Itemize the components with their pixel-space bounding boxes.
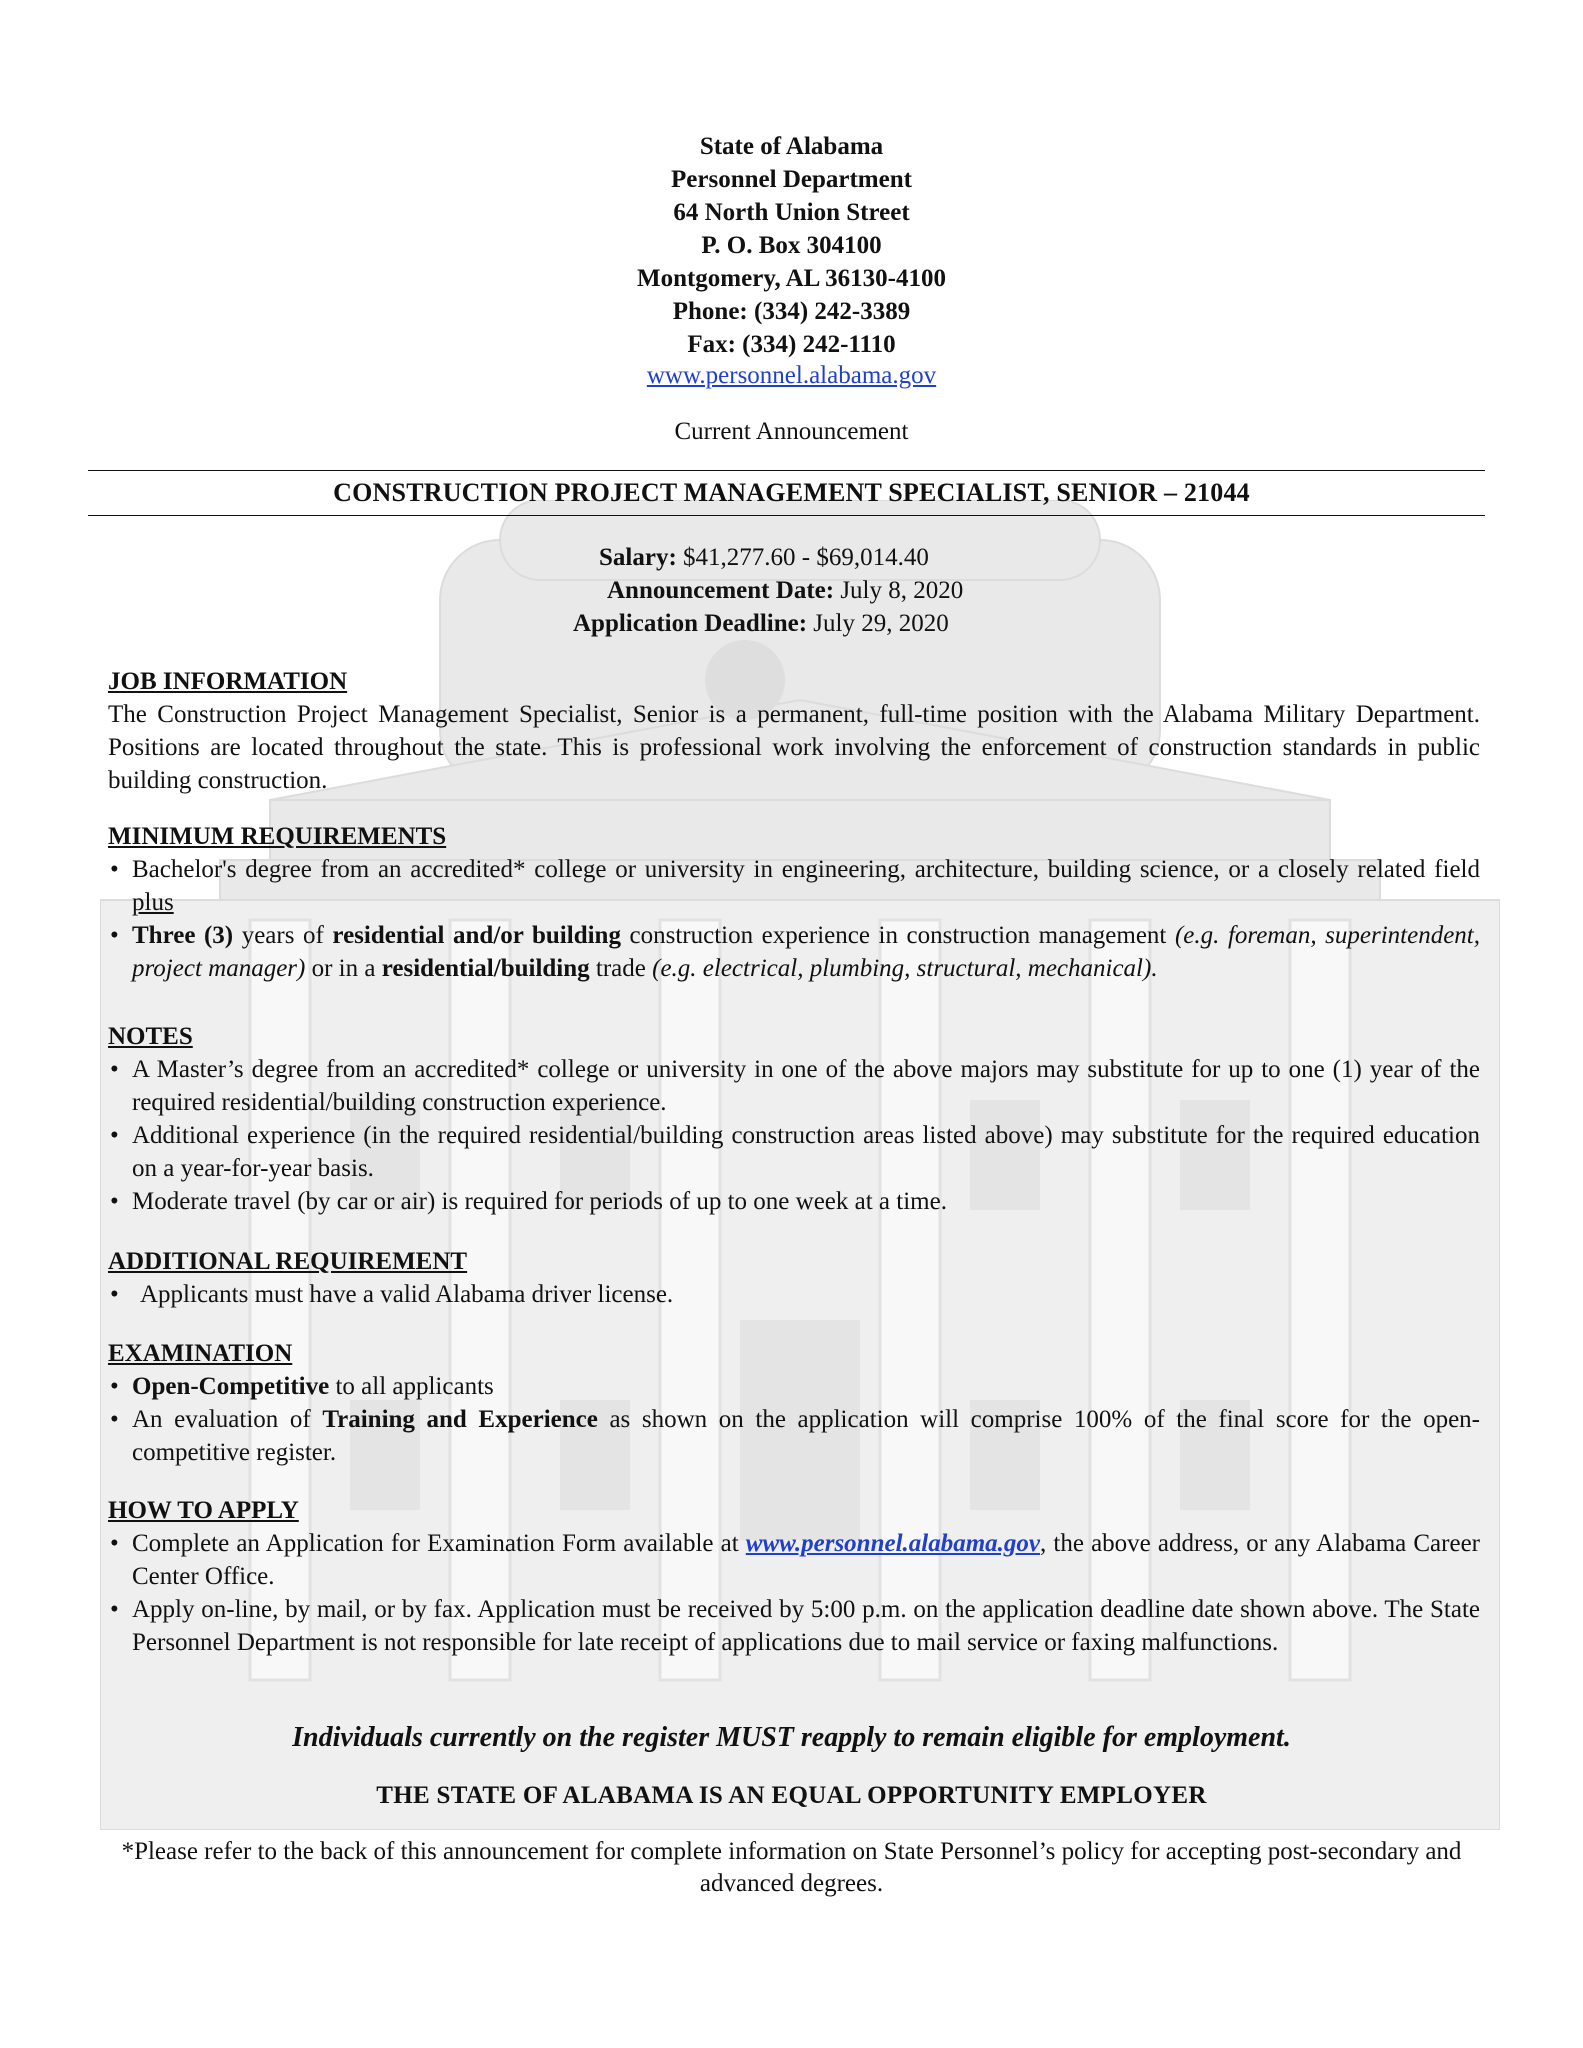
plus-emphasis: plus [132, 889, 174, 916]
additional-requirement-section [108, 1245, 1480, 1311]
list-item: • An evaluation of Training and Experience as shown on the application will comprise 100% of the final score for the open-competitive register. [108, 1403, 1480, 1469]
salary-label: Salary: [599, 544, 677, 571]
deadline-value: July 29, 2020 [813, 610, 949, 637]
announcement-date-value: July 8, 2020 [840, 577, 964, 604]
how-to-apply-section [108, 1494, 1480, 1659]
notes-list [108, 1053, 1480, 1218]
deadline-label: Application Deadline: [573, 610, 808, 637]
deadline-line [573, 607, 949, 640]
department-name: Personnel Department [671, 166, 912, 193]
section-heading: NOTES [108, 1023, 193, 1050]
title-rule-bottom [88, 515, 1485, 516]
po-box: P. O. Box 304100 [701, 232, 882, 259]
current-announcement-label: Current Announcement [674, 418, 909, 445]
section-heading: HOW TO APPLY [108, 1497, 299, 1524]
agency-name: State of Alabama [699, 133, 884, 160]
list-item: • Moderate travel (by car or air) is required for periods of up to one week at a time. [108, 1185, 1480, 1218]
reapply-notice: Individuals currently on the register MUST reapply to remain eligible for employment. [292, 1722, 1291, 1753]
website-link[interactable]: www.personnel.alabama.gov [646, 362, 937, 389]
salary-line [599, 541, 929, 574]
list-item: • Additional experience (in the required residential/building construction areas listed above) may substitute for the required education on a year-for-year basis. [108, 1119, 1480, 1185]
footnote: *Please refer to the back of this announcement for complete information on State Personnel’s policy for accepting post-secondary and advanced degrees. [121, 1838, 1462, 1897]
application-form-link[interactable]: www.personnel.alabama.gov [745, 1530, 1041, 1557]
job-title: CONSTRUCTION PROJECT MANAGEMENT SPECIALIST, SENIOR – 21044 [333, 478, 1250, 507]
announcement-date-line [607, 574, 963, 607]
section-heading: EXAMINATION [108, 1340, 293, 1367]
job-information-section [108, 665, 1480, 797]
section-heading: ADDITIONAL REQUIREMENT [108, 1248, 468, 1275]
street-address: 64 North Union Street [673, 199, 910, 226]
city-state-zip: Montgomery, AL 36130-4100 [636, 265, 946, 292]
section-heading: JOB INFORMATION [108, 668, 348, 695]
announcement-date-label: Announcement Date: [607, 577, 835, 604]
job-information-text: The Construction Project Management Specialist, Senior is a permanent, full-time position with the Alabama Military Department. Positions are located throughout the state. This is professional work involving the enforcement of construction standards in public building construction. [108, 701, 1480, 794]
minimum-requirements-section [108, 820, 1480, 985]
list-item: • Open-Competitive to all applicants [108, 1370, 1480, 1403]
examination-section [108, 1337, 1480, 1469]
website-line [0, 362, 1583, 390]
list-item: • A Master’s degree from an accredited* college or university in one of the above majors may substitute for up to one (1) year of the required residential/building construction experience. [108, 1053, 1480, 1119]
salary-value: $41,277.60 - $69,014.40 [683, 544, 929, 571]
title-rule-top [88, 470, 1485, 471]
equal-opportunity-statement: THE STATE OF ALABAMA IS AN EQUAL OPPORTUNITY EMPLOYER [376, 1782, 1207, 1809]
list-item: • Applicants must have a valid Alabama driver license. [108, 1278, 1480, 1311]
list-item: • Bachelor's degree from an accredited* college or university in engineering, architecture, building science, or a closely related field plus [108, 853, 1480, 919]
list-item: • Apply on-line, by mail, or by fax. Application must be received by 5:00 p.m. on the application deadline date shown above. The State Personnel Department is not responsible for late receipt of applications due to mail service or faxing malfunctions. [108, 1593, 1480, 1659]
section-heading: MINIMUM REQUIREMENTS [108, 823, 447, 850]
agency-address-block [0, 130, 1583, 361]
list-item: • Three (3) years of residential and/or building construction experience in construction management (e.g. foreman, superintendent, project manager) or in a residential/building trade (e.g. electrical, plumbing, structural, mechanical). [108, 919, 1480, 985]
notes-section [108, 1020, 1480, 1218]
fax: Fax: (334) 242-1110 [687, 331, 896, 358]
requirements-list [108, 853, 1480, 985]
phone: Phone: (334) 242-3389 [672, 298, 911, 325]
list-item: • Complete an Application for Examination Form available at www.personnel.alabama.gov, the above address, or any Alabama Career Center Office. [108, 1527, 1480, 1593]
